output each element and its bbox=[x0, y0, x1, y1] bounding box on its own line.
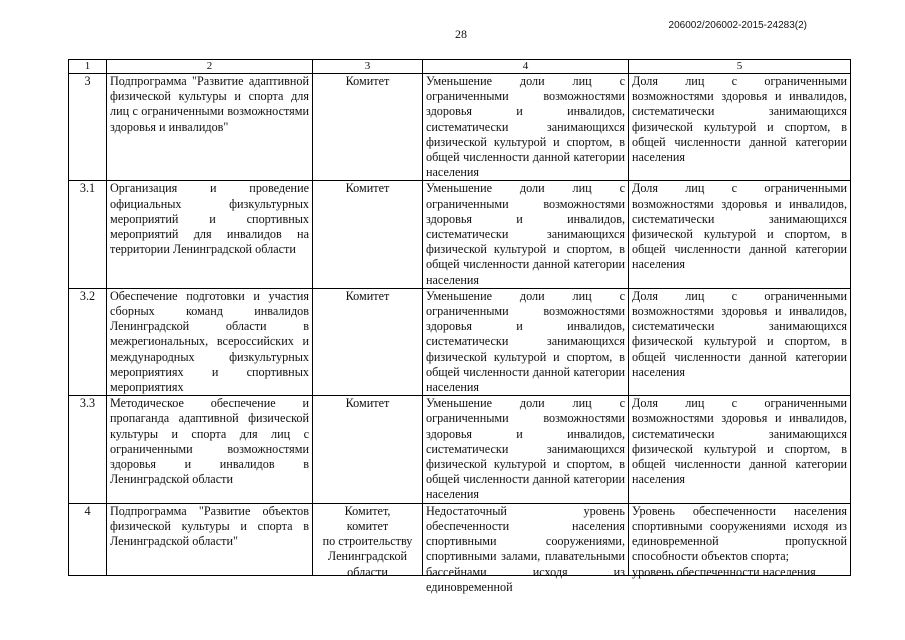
indicator-line: Уровень обеспеченности населения спортивными сооружениями исходя из единовременной пропускной способности объектов спорта; bbox=[632, 503, 847, 564]
row-number: 3.2 bbox=[69, 288, 107, 395]
column-number: 5 bbox=[629, 60, 851, 74]
column-number: 4 bbox=[423, 60, 629, 74]
measure-name: Подпрограмма "Развитие адаптивной физической культуры и спорта для лиц с ограниченными возможностями здоровья и инвалидов" bbox=[107, 74, 313, 181]
indicator: Доля лиц с ограниченными возможностями здоровья и инвалидов, систематически занимающихся физической культурой и спортом, в общей численности данной категории населения bbox=[629, 181, 851, 288]
program-table bbox=[68, 59, 851, 594]
executor-line: области bbox=[347, 564, 388, 579]
executor: Комитет bbox=[313, 288, 423, 395]
risk-description: Уменьшение доли лиц с ограниченными возможностями здоровья и инвалидов, систематически занимающихся физической культурой и спортом, в общей численности данной категории населения bbox=[423, 396, 629, 503]
indicator: Доля лиц с ограниченными возможностями здоровья и инвалидов, систематически занимающихся физической культурой и спортом, в общей численности данной категории населения bbox=[629, 396, 851, 503]
row-number: 3.3 bbox=[69, 396, 107, 503]
table-row bbox=[69, 503, 851, 575]
measure-name: Методическое обеспечение и пропаганда адаптивной физической культуры и спорта для лиц с ограниченными возможностями здоровья и инвалидов в Ленинградской области bbox=[107, 396, 313, 503]
table-row bbox=[69, 288, 851, 395]
indicator-line: уровень обеспеченности населения bbox=[632, 564, 816, 579]
risk-description bbox=[423, 503, 629, 594]
risk-description: Уменьшение доли лиц с ограниченными возможностями здоровья и инвалидов, систематически занимающихся физической культурой и спортом, в общей численности данной категории населения bbox=[423, 181, 629, 288]
measure-name: Подпрограмма "Развитие объектов физической культуры и спорта в Ленинградской области" bbox=[107, 503, 313, 575]
executor bbox=[313, 503, 423, 579]
executor-line: Ленинградской bbox=[327, 549, 408, 564]
page-number: 28 bbox=[455, 27, 467, 41]
risk-text: Недостаточный уровень обеспеченности населения спортивными сооружениями, спортивными залами, плавательными бассейнами исходя из единовременной bbox=[426, 503, 625, 594]
executor-line: по строительству bbox=[322, 534, 413, 549]
measure-name: Организация и проведение официальных физкультурных мероприятий и спортивных мероприятий для инвалидов на территории Ленинградской области bbox=[107, 181, 313, 288]
risk-description: Уменьшение доли лиц с ограниченными возможностями здоровья и инвалидов, систематически занимающихся физической культурой и спортом, в общей численности данной категории населения bbox=[423, 74, 629, 181]
row-number: 3 bbox=[69, 74, 107, 181]
risk-description: Уменьшение доли лиц с ограниченными возможностями здоровья и инвалидов, систематически занимающихся физической культурой и спортом, в общей численности данной категории населения bbox=[423, 288, 629, 395]
indicator: Доля лиц с ограниченными возможностями здоровья и инвалидов, систематически занимающихся физической культурой и спортом, в общей численности данной категории населения bbox=[629, 288, 851, 395]
table-row bbox=[69, 74, 851, 181]
column-number: 3 bbox=[313, 60, 423, 74]
indicator bbox=[629, 503, 851, 579]
table-row bbox=[69, 181, 851, 288]
measure-name: Обеспечение подготовки и участия сборных команд инвалидов Ленинградской области в межрегиональных, всероссийских и международных физкультурных мероприятиях и спортивных мероприятиях bbox=[107, 288, 313, 395]
document-code: 206002/206002-2015-24283(2) bbox=[668, 20, 807, 31]
table-row bbox=[69, 396, 851, 503]
executor: Комитет bbox=[313, 396, 423, 503]
indicator: Доля лиц с ограниченными возможностями здоровья и инвалидов, систематически занимающихся физической культурой и спортом, в общей численности данной категории населения bbox=[629, 74, 851, 181]
executor: Комитет bbox=[313, 181, 423, 288]
column-number: 2 bbox=[107, 60, 313, 74]
executor-line: комитет bbox=[346, 518, 389, 533]
column-number: 1 bbox=[69, 60, 107, 74]
row-number: 3.1 bbox=[69, 181, 107, 288]
executor-line: Комитет, bbox=[344, 503, 391, 518]
executor: Комитет bbox=[313, 74, 423, 181]
row-number: 4 bbox=[69, 503, 107, 575]
column-number-row bbox=[69, 60, 851, 74]
